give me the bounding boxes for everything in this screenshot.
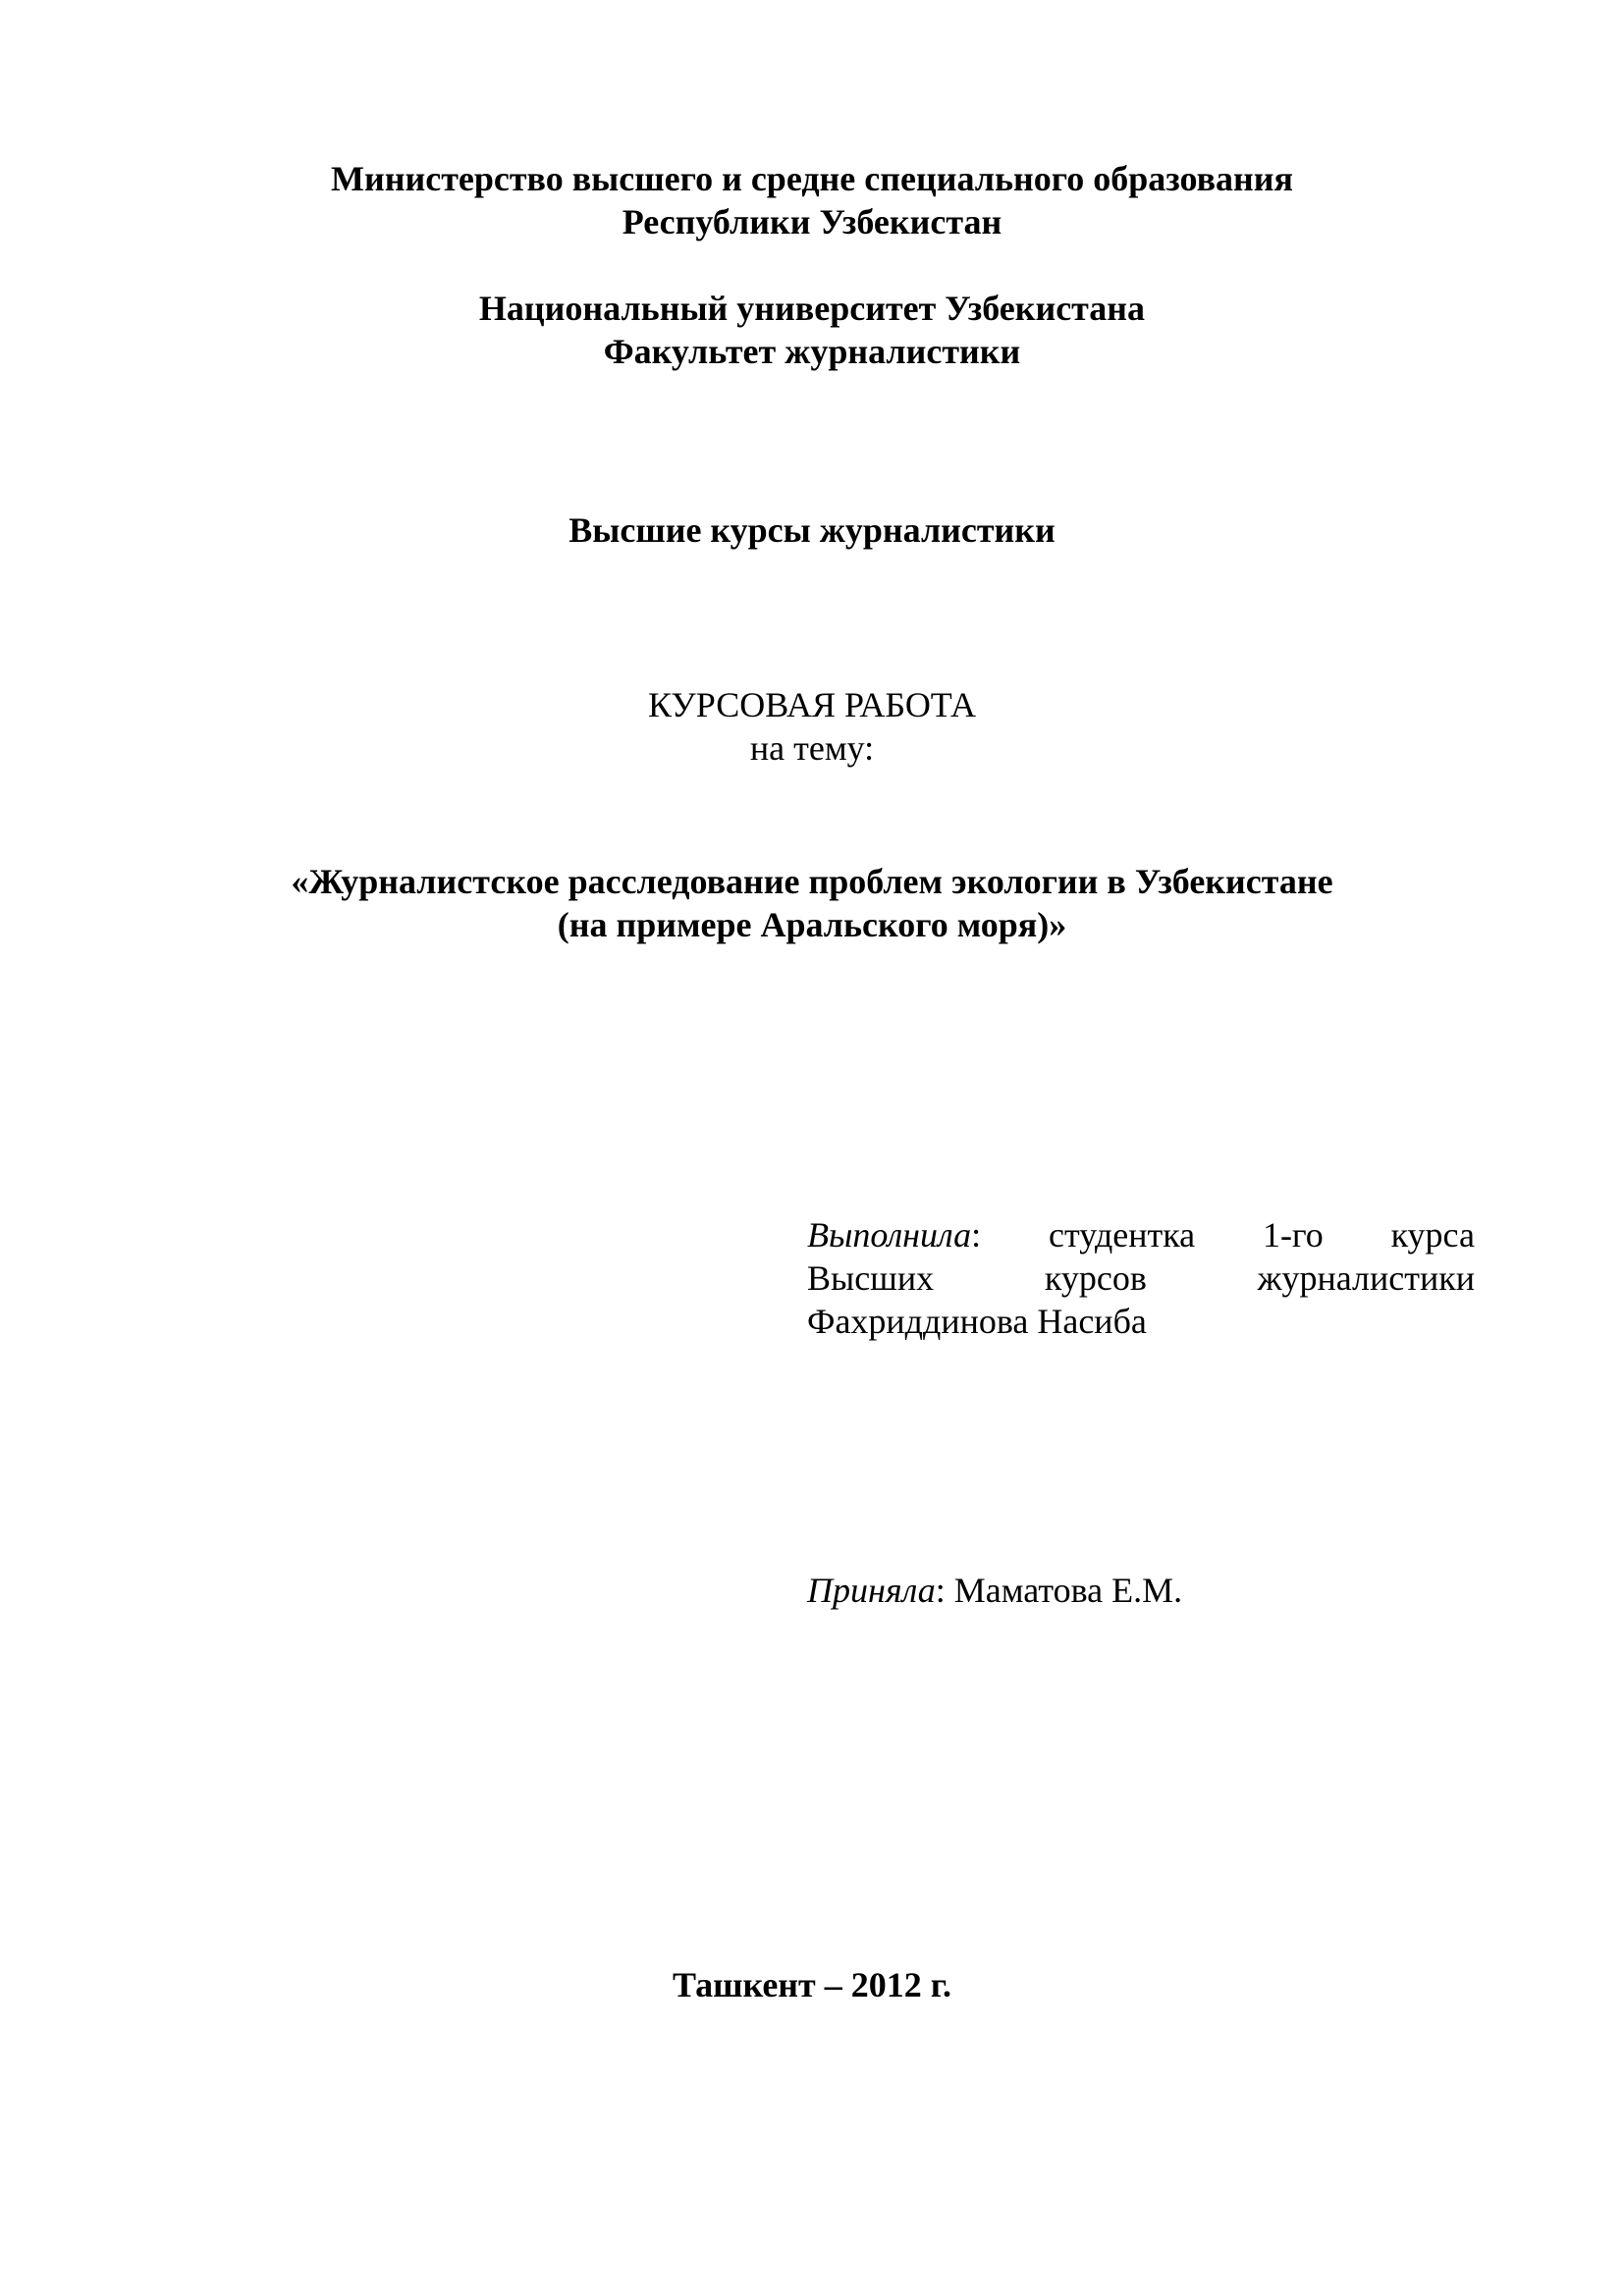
performed-word: студентка (1048, 1215, 1196, 1255)
student-name: Фахриддинова Насиба (807, 1302, 1147, 1341)
performed-word: 1-го (1262, 1215, 1324, 1255)
ministry-line-1: Министерство высшего и средне специального образования (331, 159, 1293, 198)
performed-word: журналистики (1257, 1258, 1475, 1298)
topic-line-2: (на примере Аральского моря)» (557, 905, 1067, 944)
faculty-name: Факультет журналистики (603, 332, 1021, 371)
accepted-row (807, 1569, 1475, 1612)
courses-name: Высшие курсы журналистики (568, 510, 1056, 550)
accepted-colon: : (935, 1571, 946, 1610)
university-name: Национальный университет Узбекистана (478, 289, 1146, 328)
accepted-label: Приняла (807, 1571, 936, 1610)
performed-label-group (807, 1213, 981, 1256)
performed-label: Выполнила (807, 1215, 972, 1255)
performed-word: курса (1390, 1215, 1475, 1255)
performed-row-1 (807, 1213, 1475, 1256)
performed-word: курсов (1044, 1258, 1147, 1298)
performed-row-2 (807, 1256, 1475, 1300)
supervisor-name: Маматова Е.М. (945, 1571, 1183, 1610)
theme-label: на тему: (749, 728, 875, 768)
accepted-by-block (807, 1569, 1475, 1612)
performed-by-block (807, 1213, 1475, 1343)
performed-colon: : (971, 1215, 982, 1255)
topic-line-1: «Журналистское расследование проблем экологии в Узбекистане (291, 862, 1333, 901)
city-year: Ташкент – 2012 г. (672, 1965, 952, 2004)
work-type: КУРСОВАЯ РАБОТА (647, 685, 977, 724)
performed-word: Высших (807, 1258, 935, 1298)
ministry-line-2: Республики Узбекистан (622, 202, 1002, 241)
